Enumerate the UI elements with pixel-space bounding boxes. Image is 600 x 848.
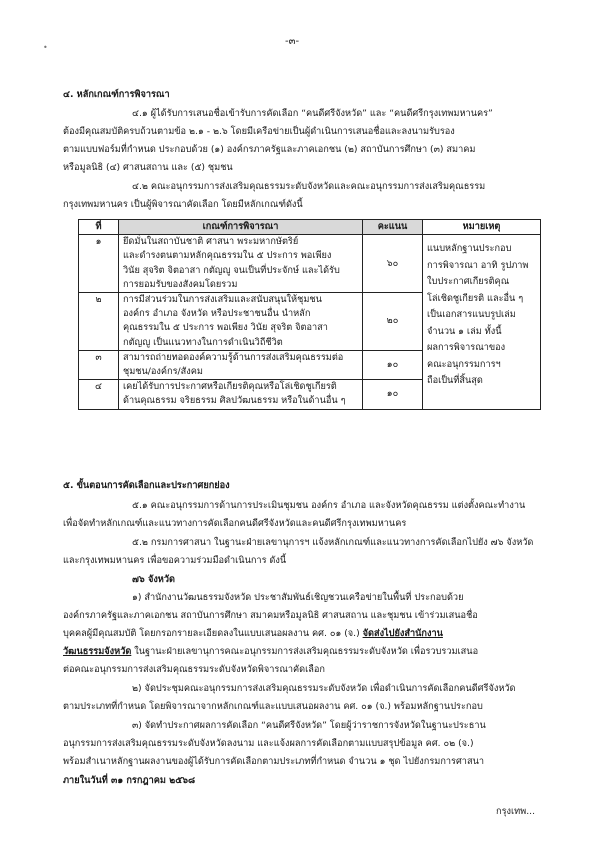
item1-line: ๑) สำนักงานวัฒนธรรมจังหวัด ประชาสัมพันธ์เชิญชวนเครือข่ายในพื้นที่ ประกอบด้วย	[132, 592, 464, 603]
page-number: -๓-	[285, 36, 300, 47]
p41-line: ๔.๑ ผู้ได้รับการเสนอชื่อเข้ารับการคัดเลือก “คนดีศรีจังหวัด” และ “คนดีศรีกรุงเทพมหานคร”	[132, 108, 493, 119]
table-row	[79, 235, 541, 293]
item1-line: องค์กรภาครัฐและภาคเอกชน สถาบันการศึกษา สมาคมหรือมูลนิธิ ศาสนสถาน และชุมชน เข้าร่วมเสนอชื่อ	[63, 610, 478, 621]
row-number: ๒	[79, 293, 119, 351]
provincial-culture-office-emphasis: วัฒนธรรมจังหวัด	[63, 646, 132, 657]
provinces-subheading: ๗๖ จังหวัด	[132, 574, 175, 585]
section4-heading: ๔. หลักเกณฑ์การพิจารณา	[63, 89, 170, 100]
p52-line: และกรุงเทพมหานคร เพื่อขอความร่วมมือดำเนินการ ดังนี้	[63, 555, 287, 566]
section5-heading: ๕. ขั้นตอนการคัดเลือกและประกาศยกย่อง	[63, 480, 230, 491]
item1-line: วัฒนธรรมจังหวัด ในฐานะฝ่ายเลขานุการคณะอนุกรรมการส่งเสริมคุณธรรมระดับจังหวัด เพื่อรวบรวมเสนอ	[63, 646, 479, 657]
p52-line: ๕.๒ กรมการศาสนา ในฐานะฝ่ายเลขานุการฯ แจ้งหลักเกณฑ์และแนวทางการคัดเลือกไปยัง ๗๖ จังหวัด	[132, 537, 534, 548]
table-header-row	[79, 220, 541, 235]
p51-line: ๕.๑ คณะอนุกรรมการด้านการประเมินชุมชน องค์กร อำเภอ และจังหวัดคุณธรรม แต่งตั้งคณะทำงาน	[132, 500, 526, 511]
item3-line: พร้อมสำเนาหลักฐานผลงานของผู้ได้รับการคัดเลือกตามประเภทที่กำหนด จำนวน ๑ ชุด ไปยังกรมการศาสนา	[63, 756, 485, 767]
item2-line: ๒) จัดประชุมคณะอนุกรรมการส่งเสริมคุณธรรมระดับจังหวัด เพื่อดำเนินการคัดเลือกคนดีศรีจังหวัด	[132, 683, 516, 694]
row-criteria: การมีส่วนร่วมในการส่งเสริมและสนับสนุนให้ชุมชน องค์กร อำเภอ จังหวัด หรือประชาชนอื่น นำหลัก คุณธรรมใน ๕ ประการ พอเพียง วินัย สุจริต จิตอาสา กตัญญู เป็นแนวทางในการดำเนินวิถีชีวิต	[119, 293, 363, 351]
criteria-table	[78, 219, 541, 410]
item1-line: ต่อคณะอนุกรรมการส่งเสริมคุณธรรมระดับจังหวัดพิจารณาคัดเลือก	[63, 664, 325, 675]
header-score: คะแนน	[363, 220, 423, 235]
row-number: ๓	[79, 350, 119, 379]
header-criteria: เกณฑ์การพิจารณา	[119, 220, 363, 235]
speck-mark: •	[43, 43, 48, 52]
row-criteria: ยึดมั่นในสถาบันชาติ ศาสนา พระมหากษัตริย์ และดำรงตนตามหลักคุณธรรมใน ๕ ประการ พอเพียง วินัย สุจริต จิตอาสา กตัญญู จนเป็นที่ประจักษ์ และได้รับ การยอมรับของสังคมโดยรวม	[119, 235, 363, 293]
p41-line: ตามแบบฟอร์มที่กำหนด ประกอบด้วย (๑) องค์กรภาครัฐและภาคเอกชน (๒) สถาบันการศึกษา (๓) สมาคม	[63, 144, 476, 155]
row-score: ๑๐	[363, 350, 423, 379]
row-number: ๑	[79, 235, 119, 293]
row-criteria: เคยได้รับการประกาศหรือเกียรติคุณหรือโล่เชิดชูเกียรติ ด้านคุณธรรม จริยธรรม ศิลปวัฒนธรรม หรือในด้านอื่น ๆ	[119, 380, 363, 409]
row-number: ๔	[79, 380, 119, 409]
item1-line: บุคคลผู้มีคุณสมบัติ โดยกรอกรายละเอียดลงในแบบเสนอผลงาน คศ. ๐๑ (จ.) จัดส่งไปยังสำนักงาน	[63, 628, 443, 639]
continuation-text: กรุงเทพ...	[496, 806, 535, 817]
row-score: ๑๐	[363, 380, 423, 409]
p42-line: กรุงเทพมหานคร เป็นผู้พิจารณาคัดเลือก โดยมีหลักเกณฑ์ดังนี้	[63, 199, 303, 210]
deadline-text: ภายในวันที่ ๓๑ กรกฎาคม ๒๕๖๘	[63, 775, 196, 786]
item2-line: ตามประเภทที่กำหนด โดยพิจารณาจากหลักเกณฑ์และแบบเสนอผลงาน คศ. ๐๑ (จ.) พร้อมหลักฐานประกอบ	[63, 701, 483, 712]
header-no: ที่	[79, 220, 119, 235]
p42-line: ๔.๒ คณะอนุกรรมการส่งเสริมคุณธรรมระดับจังหวัดและคณะอนุกรรมการส่งเสริมคุณธรรม	[132, 181, 486, 192]
row-score: ๖๐	[363, 235, 423, 293]
row-criteria: สามารถถ่ายทอดองค์ความรู้ด้านการส่งเสริมคุณธรรมต่อ ชุมชน/องค์กร/สังคม	[119, 350, 363, 379]
row-score: ๒๐	[363, 293, 423, 351]
p41-line: ต้องมีคุณสมบัติครบถ้วนตามข้อ ๒.๑ - ๒.๖ โดยมีเครือข่ายเป็นผู้ดำเนินการเสนอชื่อและลงนามรับรอง	[63, 126, 455, 137]
p51-line: เพื่อจัดทำหลักเกณฑ์และแนวทางการคัดเลือกคนดีศรีจังหวัดและคนดีศรีกรุงเทพมหานคร	[63, 518, 407, 529]
p41-line: หรือมูลนิธิ (๔) ศาสนสถาน และ (๕) ชุมชน	[63, 162, 233, 173]
item3-line: ๓) จัดทำประกาศผลการคัดเลือก “คนดีศรีจังหวัด” โดยผู้ว่าราชการจังหวัดในฐานะประธาน	[132, 720, 486, 731]
header-remark: หมายเหตุ	[423, 220, 541, 235]
remark-cell: แนบหลักฐานประกอบ การพิจารณา อาทิ รูปภาพ ใบประกาศเกียรติคุณ โล่เชิดชูเกียรติ และอื่น ๆ เป็นเอกสารแนบรูปเล่ม จำนวน ๑ เล่ม ทั้งนี้ ผลการพิจารณาของ คณะอนุกรรมการฯ ถือเป็นที่สิ้นสุด	[423, 235, 541, 409]
item3-line: อนุกรรมการส่งเสริมคุณธรรมระดับจังหวัดลงนาม และแจ้งผลการคัดเลือกตามแบบสรุปข้อมูล คศ. ๐๒ (จ.)	[63, 738, 474, 749]
submit-to-office-emphasis: จัดส่งไปยังสำนักงาน	[362, 628, 443, 639]
